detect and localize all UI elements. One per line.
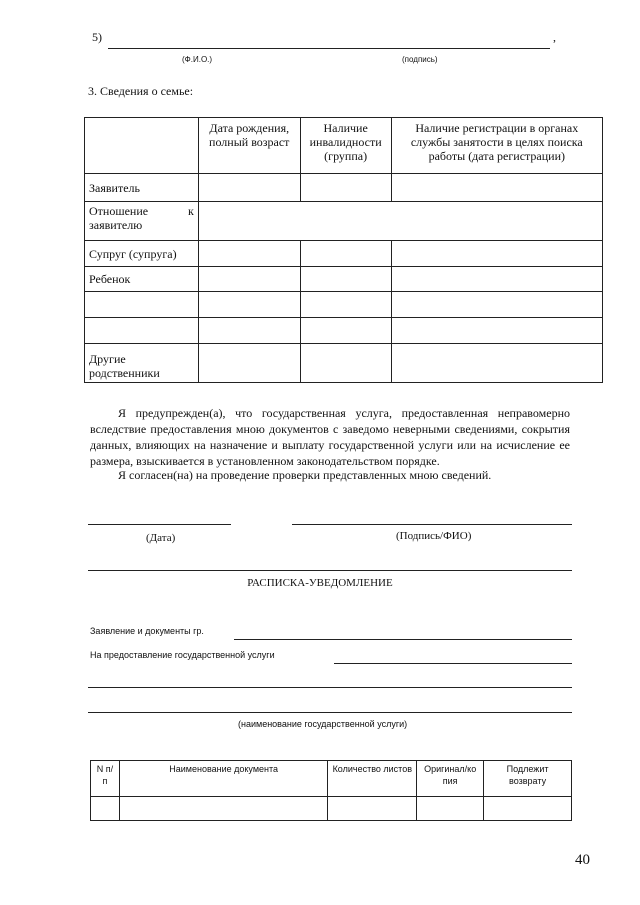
row-label-spouse: Супруг (супруга) (85, 241, 199, 267)
receipt-line3 (88, 687, 572, 688)
receipt-title: РАСПИСКА-УВЕДОМЛЕНИЕ (247, 577, 393, 589)
family-table-header (85, 118, 603, 174)
signature-fio-line (292, 524, 572, 525)
table-row-child (85, 267, 603, 292)
header-disability: Наличие инвалидности (группа) (300, 118, 391, 174)
service-name-caption: (наименование государственной услуги) (238, 719, 408, 729)
row-label-applicant: Заявитель (85, 174, 199, 202)
header-original-copy: Оригинал/ко пия (417, 761, 484, 797)
signature-caption: (подпись) (402, 55, 438, 64)
receipt-line2-label: На предоставление государственной услуги (90, 650, 275, 660)
header-return: Подлежит возврату (484, 761, 572, 797)
table-row-blank (85, 292, 603, 318)
header-birth-date: Дата рождения, полный возраст (198, 118, 300, 174)
family-table (84, 117, 603, 383)
sign-caption: (Подпись/ФИО) (396, 530, 472, 542)
documents-table-header (91, 761, 572, 797)
trailing-comma: , (553, 30, 556, 44)
table-row-spouse (85, 241, 603, 267)
item-number: 5) (92, 30, 102, 44)
table-row-blank (85, 318, 603, 344)
header-employment-registration: Наличие регистрации в органах службы занятости в целях поиска работы (дата регистрации) (391, 118, 602, 174)
header-number: N п/п (91, 761, 120, 797)
family-section-heading: 3. Сведения о семье: (88, 84, 194, 98)
row-label-child: Ребенок (85, 267, 199, 292)
warning-paragraph: Я предупрежден(а), что государственная услуга, предоставленная неправомерно вследствие предоставления мною документов с заведомо неверными сведениями, сокрытия данных, влияющих на назначение и выплату государственной услуги или на исчисление ее размера, взыскивается в установленном законодательством порядке. (90, 406, 570, 468)
page-number: 40 (575, 852, 590, 868)
table-row-other-relatives (85, 344, 603, 383)
consent-paragraph: Я согласен(на) на проведение проверки представленных мною сведений. (118, 468, 492, 482)
fio-signature-line (108, 48, 550, 49)
fio-caption: (Ф.И.О.) (182, 55, 213, 64)
header-cell-empty (85, 118, 199, 174)
header-sheet-count: Количество листов (328, 761, 417, 797)
row-label-relation: Отношение к заявителю (85, 202, 199, 241)
date-line (88, 524, 231, 525)
documents-table (90, 760, 572, 821)
table-row-relation (85, 202, 603, 241)
receipt-line1-label: Заявление и документы гр. (90, 626, 204, 636)
receipt-separator (88, 570, 572, 571)
date-caption: (Дата) (146, 532, 176, 544)
table-row (91, 797, 572, 821)
header-document-name: Наименование документа (119, 761, 327, 797)
receipt-line1 (234, 639, 572, 640)
receipt-line2 (334, 663, 572, 664)
table-row-applicant (85, 174, 603, 202)
row-label-other-relatives: Другие родственники (85, 344, 199, 383)
receipt-line4 (88, 712, 572, 713)
